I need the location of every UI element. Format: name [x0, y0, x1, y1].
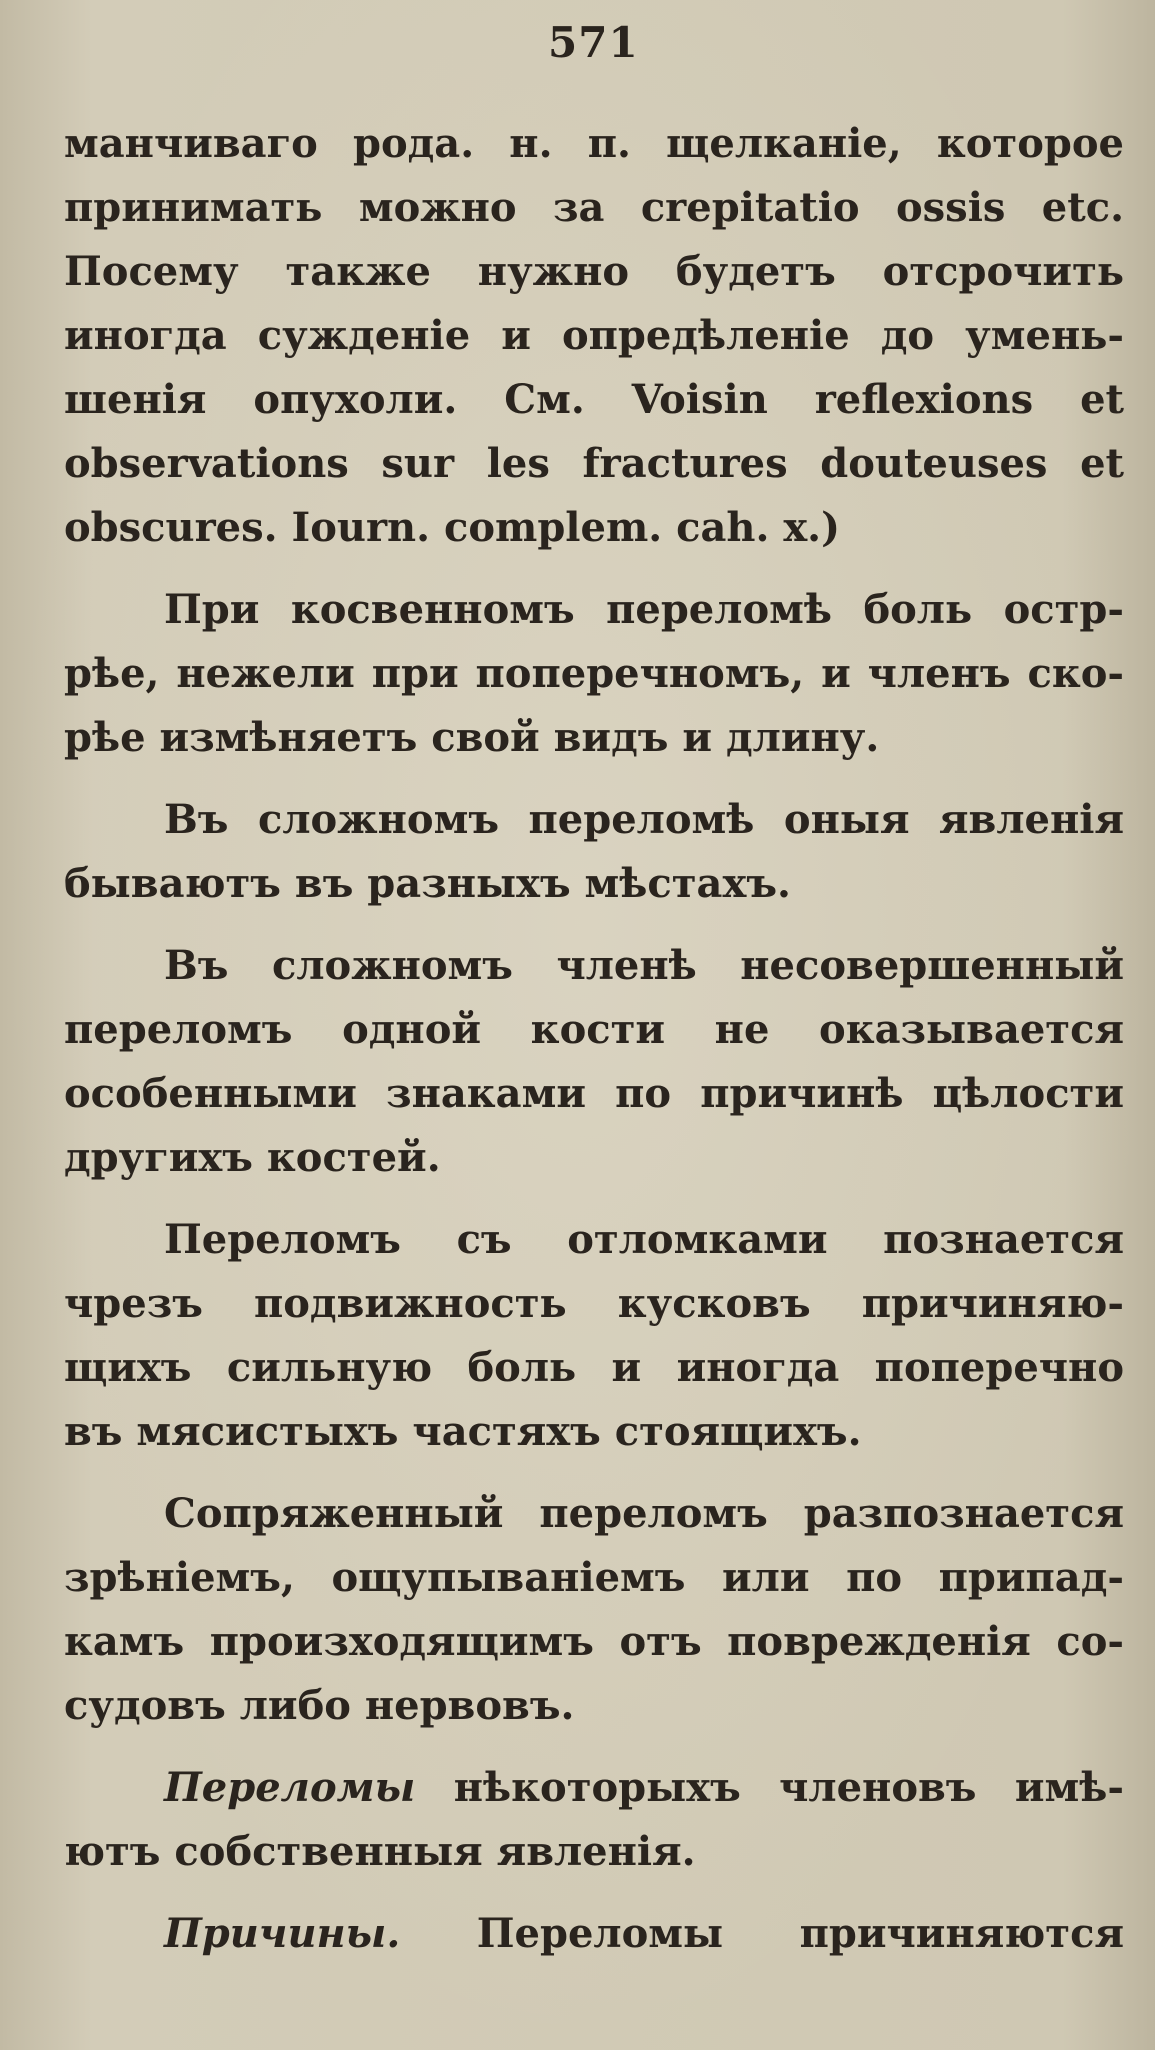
text-line: ютъ собственныя явленія. — [64, 1828, 696, 1875]
text-run: Переломы причиняются — [400, 1910, 1124, 1957]
text-line: принимать можно за crepitatio ossis etc. — [64, 184, 1124, 231]
text-line: рѣе измѣняетъ свой видъ и длину. — [64, 714, 880, 761]
text-line: судовъ либо нервовъ. — [64, 1682, 575, 1729]
italic-lead: Причины. — [164, 1910, 401, 1957]
text-line: observations sur les fractures douteuses et — [64, 440, 1124, 487]
text-line: особенными знаками по причинѣ цѣлости — [64, 1070, 1124, 1117]
text-line: камъ произходящимъ отъ поврежденія со- — [64, 1618, 1124, 1665]
body-text — [64, 112, 1124, 1966]
text-line: зрѣніемъ, ощупываніемъ или по припад- — [64, 1554, 1124, 1601]
text-line: щихъ сильную боль и иногда поперечно — [64, 1344, 1124, 1391]
text-line: рѣе, нежели при поперечномъ, и членъ ско- — [64, 650, 1124, 697]
text-line: иногда сужденіе и опредѣленіе до умень- — [64, 312, 1124, 359]
text-run: нѣкоторыхъ членовъ имѣ- — [415, 1764, 1124, 1811]
paragraph-first-line: Въ сложномъ членѣ несовершенный — [164, 942, 1124, 989]
paragraph-first-line: Сопряженный переломъ разпознается — [164, 1490, 1124, 1537]
text-line: другихъ костей. — [64, 1134, 441, 1181]
text-line: бываютъ въ разныхъ мѣстахъ. — [64, 860, 791, 907]
text-line: въ мясистыхъ частяхъ стоящихъ. — [64, 1408, 862, 1455]
paragraph-first-line: При косвенномъ переломѣ боль остр- — [164, 586, 1124, 633]
text-line: чрезъ подвижность кусковъ причиняю- — [64, 1280, 1124, 1327]
paragraph-first-line: Переломъ съ отломками познается — [164, 1216, 1124, 1263]
paragraph-first-line — [64, 1902, 1124, 1966]
text-line: манчиваго рода. н. п. щелканіе, которое — [64, 120, 1124, 167]
text-line: шенія опухоли. См. Voisin reflexions et — [64, 376, 1124, 423]
page-number: 571 — [548, 18, 639, 67]
text-line: obscures. Iourn. complem. cah. x.) — [64, 504, 841, 551]
paragraph-first-line: Въ сложномъ переломѣ оныя явленія — [164, 796, 1124, 843]
paragraph-first-line — [64, 1756, 1124, 1820]
text-line: переломъ одной кости не оказывается — [64, 1006, 1124, 1053]
italic-lead: Переломы — [164, 1764, 416, 1811]
text-line: Посему также нужно будетъ отсрочить — [64, 248, 1124, 295]
